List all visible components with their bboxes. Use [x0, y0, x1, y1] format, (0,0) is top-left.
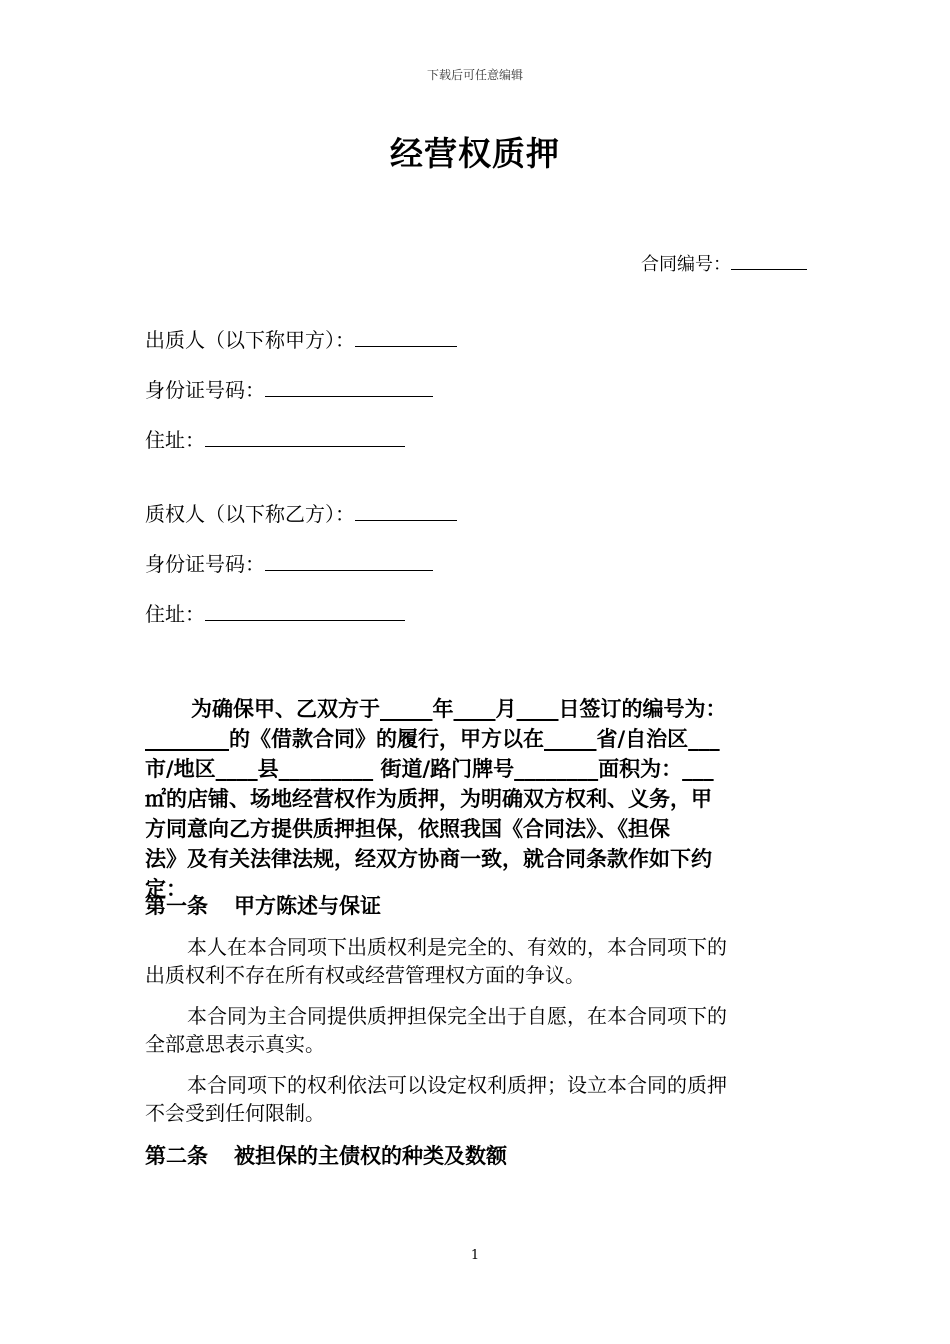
contract-number-label: 合同编号： — [641, 254, 731, 275]
preamble-line: 法》及有关法律法规，经双方协商一致，就合同条款作如下约 — [145, 847, 712, 871]
article-2-heading — [145, 1140, 507, 1170]
pledgor-address-blank[interactable] — [205, 428, 405, 447]
pledgee-label: 质权人（以下称乙方）： — [145, 502, 355, 526]
header-note: 下载后可任意编辑 — [426, 68, 523, 82]
pledgee-address-blank[interactable] — [205, 602, 405, 621]
pledgor-id-blank[interactable] — [265, 378, 433, 397]
preamble-paragraph — [145, 694, 805, 904]
article-1-number: 第一条 — [145, 894, 208, 918]
preamble-line: ________的《借款合同》的履行，甲方以在_____省/自治区___ — [145, 727, 720, 751]
paragraph-line: 出质权利不存在所有权或经营管理权方面的争议。 — [145, 963, 585, 987]
pledgee-address-label: 住址： — [145, 602, 205, 626]
paragraph-line: 全部意思表示真实。 — [145, 1032, 325, 1056]
preamble-line: 定： — [145, 877, 187, 901]
article-1-paragraph-3 — [145, 1071, 805, 1127]
pledgor-blank[interactable] — [355, 328, 457, 347]
contract-number-blank[interactable] — [731, 251, 807, 270]
article-2-number: 第二条 — [145, 1144, 208, 1168]
preamble-line: 为确保甲、乙双方于_____年____月____日签订的编号为： — [191, 697, 727, 721]
pledgor-label: 出质人（以下称甲方）： — [145, 328, 355, 352]
preamble-line: 市/地区____县_________ 街道/路门牌号________面积为：___ — [145, 757, 714, 781]
pledgor-address-field — [145, 424, 405, 453]
paragraph-line: 本合同为主合同提供质押担保完全出于自愿，在本合同项下的 — [187, 1004, 727, 1028]
document-title: 经营权质押 — [390, 134, 560, 173]
pledgee-id-blank[interactable] — [265, 552, 433, 571]
pledgor-id-label: 身份证号码： — [145, 378, 265, 402]
pledgor-field — [145, 324, 457, 353]
pledgee-field — [145, 498, 457, 527]
preamble-line: ㎡的店铺、场地经营权作为质押，为明确双方权利、义务，甲 — [145, 787, 712, 811]
pledgee-id-label: 身份证号码： — [145, 552, 265, 576]
pledgor-address-label: 住址： — [145, 428, 205, 452]
article-1-paragraph-2 — [145, 1002, 805, 1058]
paragraph-line: 本人在本合同项下出质权利是完全的、有效的，本合同项下的 — [187, 935, 727, 959]
paragraph-line: 本合同项下的权利依法可以设定权利质押；设立本合同的质押 — [187, 1073, 727, 1097]
contract-number-field — [641, 250, 807, 276]
article-1-heading — [145, 890, 381, 920]
pledgee-id-field — [145, 548, 433, 577]
article-2-title: 被担保的主债权的种类及数额 — [234, 1144, 507, 1168]
pledgor-id-field — [145, 374, 433, 403]
paragraph-line: 不会受到任何限制。 — [145, 1101, 325, 1125]
preamble-line: 方同意向乙方提供质押担保，依照我国《合同法》、《担保 — [145, 817, 670, 841]
pledgee-address-field — [145, 598, 405, 627]
article-1-paragraph-1 — [145, 933, 805, 989]
page-number: 1 — [470, 1248, 480, 1263]
article-1-title: 甲方陈述与保证 — [234, 894, 381, 918]
pledgee-blank[interactable] — [355, 502, 457, 521]
